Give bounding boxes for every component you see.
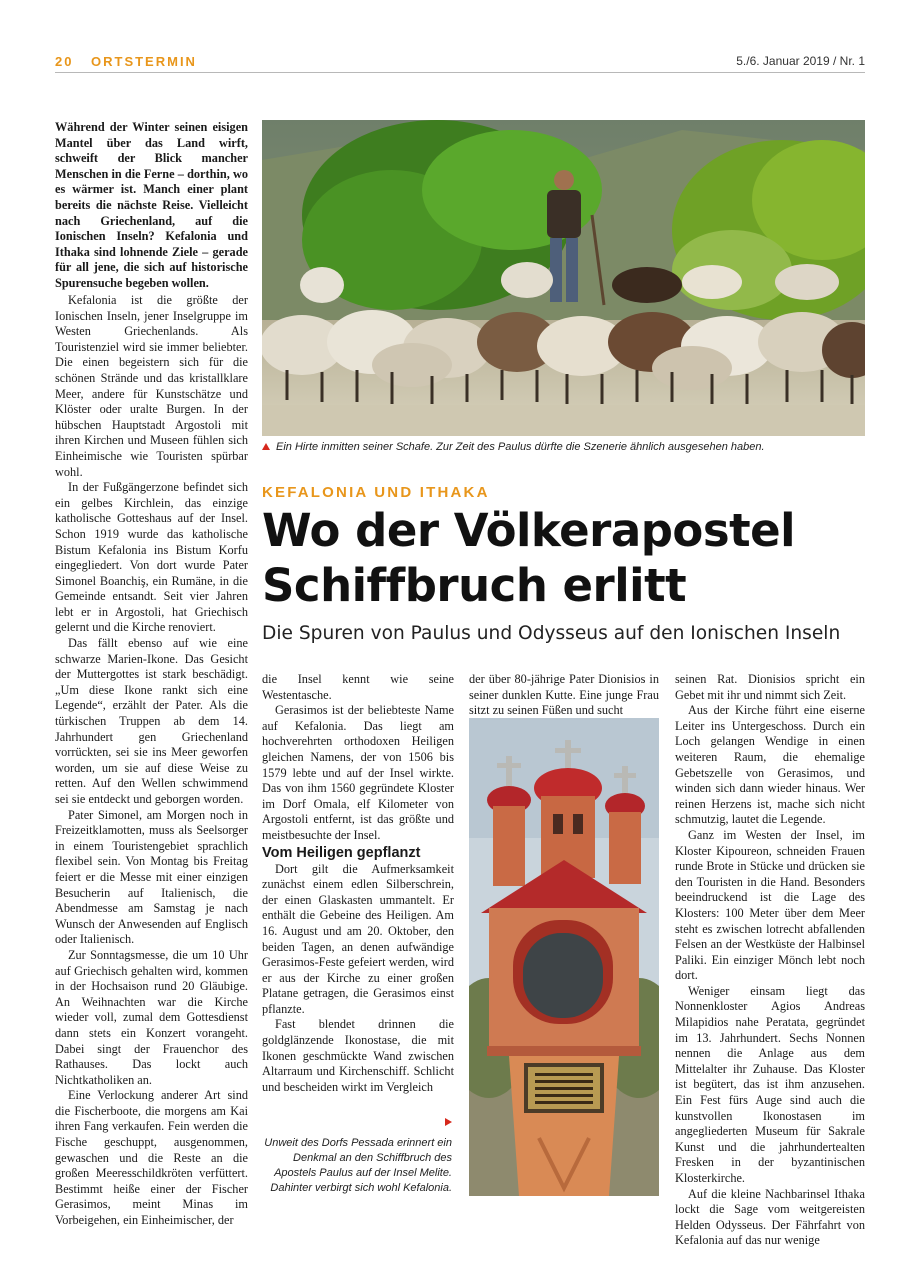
caption-marker-icon — [262, 443, 270, 450]
page-header — [55, 52, 865, 73]
paragraph: Kefalonia ist die größte der Ionischen Inseln, jener Inselgruppe im Westen Griechenlands. Als Touristenziel wird sie immer beliebter. Die einen begeistern sich für die schönen Strände und das kristallklare Meer, andere für Kunstschätze und Klöster oder uralte Burgen. In der hübschen Hauptstadt Argostoli mit ihren Kirchen und Museen fühlen sich Einheimische wie Touristen spürbar wohl. — [55, 293, 248, 479]
paragraph: Fast blendet drinnen die goldglänzende Ikonostase, die mit Ikonen geschmückte Wand zwischen Altarraum und Kirchenschiff. Schlicht und bescheiden wirkt im Vergleich — [262, 1017, 454, 1094]
paragraph: Eine Verlockung anderer Art sind die Fischerboote, die morgens am Kai ihren Fang verkaufen. Fein werden die Fische geschuppt, ausgenommen, gewaschen und die Reste an die großen Meeresschildkröten verfüttert. Bestimmt heiße einer der Fischer Gerasimos, meint Minas im Vorbeigehen, ein Einheimischer, der — [55, 1088, 248, 1228]
issue-date: 5./6. Januar 2019 / Nr. 1 — [736, 54, 865, 68]
caption-marker-icon — [445, 1118, 452, 1126]
subheadline: Die Spuren von Paulus und Odysseus auf den Ionischen Inseln — [262, 623, 841, 644]
article-column-1 — [55, 293, 248, 1229]
paragraph: Auf die kleine Nachbarinsel Ithaka lockt die Sage vom weitgereisten Helden Odysseus. Der Fährfahrt von Kefalonia auf das nur wenige — [675, 1186, 865, 1248]
paragraph: seinen Rat. Dionisios spricht ein Gebet mit ihr und nimmt sich Zeit. — [675, 672, 865, 702]
section-name: ORTSTERMIN — [91, 54, 197, 69]
subheading: Vom Heiligen gepflanzt — [262, 844, 421, 861]
article-column-3 — [469, 672, 659, 719]
paragraph: Weniger einsam liegt das Nonnenkloster Agios Andreas Milapidios nahe Peratata, gegründet im 13. Jahrhundert. Sechs Nonnen nennen die Anlage aus dem Mittelalter ihr Zuhause. Das Kloster ist begütert, das ist ihm anzusehen. Ein Fest fürs Auge sind auch die kunstvollen Ikonostasen im angegliederten Museum für Sakrale Kunst und die jahrhundertealten Fresken in der byzantinischen Klosterkirche. — [675, 983, 865, 1185]
paragraph: Pater Simonel, am Morgen noch in Freizeitklamotten, muss als Seelsorger in einem Touristengebiet sprachlich flexibel sein. Von Montag bis Freitag feiert er die Messe mit einer einzigen Besucherin auf Italienisch, die Abendmesse am Samstag je nach Wunsch der Anwesenden auf Englisch oder Italienisch. — [55, 807, 248, 947]
headline: Wo der Völkerapostel Schiffbruch erlitt — [262, 504, 796, 612]
article-column-4 — [675, 672, 865, 1249]
kicker: KEFALONIA UND ITHAKA — [262, 484, 490, 501]
paragraph: der über 80-jährige Pater Dionisios in seiner dunklen Kutte. Eine junge Frau sitzt zu seinen Füßen und sucht — [469, 672, 659, 718]
photo-caption-text: Ein Hirte inmitten seiner Schafe. Zur Zeit des Paulus dürfte die Szenerie ähnlich ausgesehen haben. — [276, 441, 765, 453]
shrine-caption: Unweit des Dorfs Pessada erinnert ein Denkmal an den Schiffbruch des Apostels Paulus auf der Insel Melite. Dahinter verbirgt sich wohl Kefalonia. — [264, 1137, 452, 1194]
paragraph: Aus der Kirche führt eine eiserne Leiter ins Untergeschoss. Durch ein Loch gelangen Wendige in einen weiteren Raum, die ehemalige Gebetszelle von Gerasimos, und winden sich dann wieder hinaus. Wer reinen Herzens ist, mache sich nicht schmutzig, lautet die Legende. — [675, 703, 865, 827]
shepherd-photo — [262, 120, 865, 436]
paragraph: Das fällt ebenso auf wie eine schwarze Marien-Ikone. Das Gesicht der Muttergottes ist stark beschädigt. „Um diese Ikone rankt sich eine Legende“, erzählt der Pater. Als die türkischen Truppen ab dem 14. Jahrhundert gen Griechenland vorrückten, sei sie ins Meer geworfen worden, um sie auf diese Weise zu retten. Auf den Wellen schwimmend sei sie entdeckt und geborgen worden. — [55, 636, 248, 806]
paragraph: Zur Sonntagsmesse, die um 10 Uhr auf Griechisch gehalten wird, kommen in der Hochsaison rund 20 Gläubige. An Weihnachten war die Kirche wieder voll, zumal dem Gottesdienst dann stets ein Konzert vorangeht. Dabei singt der Frauenchor des Rathauses. Das lockt auch Nichtkatholiken an. — [55, 947, 248, 1087]
photo-caption — [262, 441, 865, 453]
paragraph: Gerasimos ist der beliebteste Name auf Kefalonia. Das liegt am hochverehrten orthodoxen Heiligen gleichen Namens, der von 1506 bis 1579 lebte und auf der Insel wirkte. Das von ihm 1560 gegründete Kloster im Dorf Omala, elf Kilometer von Argostoli entfernt, ist das größte und meistbesuchte der Insel. — [262, 703, 454, 842]
shrine-photo — [469, 718, 659, 1196]
paragraph: Ganz im Westen der Insel, im Kloster Kipoureon, schneiden Frauen runde Brote in Stücke und drücken sie den Touristen in die Hand. Besonders beeindruckend ist die Lage des Klosters: 100 Meter über dem Meer steht es zwischen lotrecht abfallenden Felsen an der Westküste der Halbinsel Paliki. Ein einziger Mönch lebt noch dort. — [675, 827, 865, 983]
page-number: 20 — [55, 54, 74, 69]
paragraph: Dort gilt die Aufmerksamkeit zunächst einem edlen Silberschrein, der einen Glaskasten ummantelt. Er enthält die Gebeine des Heiligen. Am 16. August und am 20. Oktober, den beiden Tagen, an denen aufwändige Gerasimos-Feste gefeiert werden, wird er aus der Kirche zu einer großen Platane getragen, die Gerasimos einst pflanzte. — [262, 861, 454, 1016]
paragraph: die Insel kennt wie seine Westentasche. — [262, 672, 454, 702]
article-column-2 — [262, 672, 454, 1095]
lead-paragraph: Während der Winter seinen eisigen Mantel über das Land wirft, schweift der Blick mancher Menschen in die Ferne – dorthin, wo es wärmer ist. Manch einer plant bereits die nächste Reise. Vielleicht nach Griechenland, auf die Ionischen Inseln? Kefalonia und Ithaka sind lohnende Ziele – gerade für all jene, die sich auf historische Spurensuche begeben wollen. — [55, 120, 248, 290]
paragraph: In der Fußgängerzone befindet sich ein gelbes Kirchlein, das einzige katholische Gotteshaus auf der Insel. Schon 1919 wurde das katholische Bistum Kefalonia ins Bistum Korfu eingegliedert. Von dort wurde Pater Simonel Boanchiş, ein Rumäne, in die Gemeinde entsandt. Seit vier Jahren lebt er in Argostoli, hat Griechisch gelernt und die Kirche renoviert. — [55, 480, 248, 635]
